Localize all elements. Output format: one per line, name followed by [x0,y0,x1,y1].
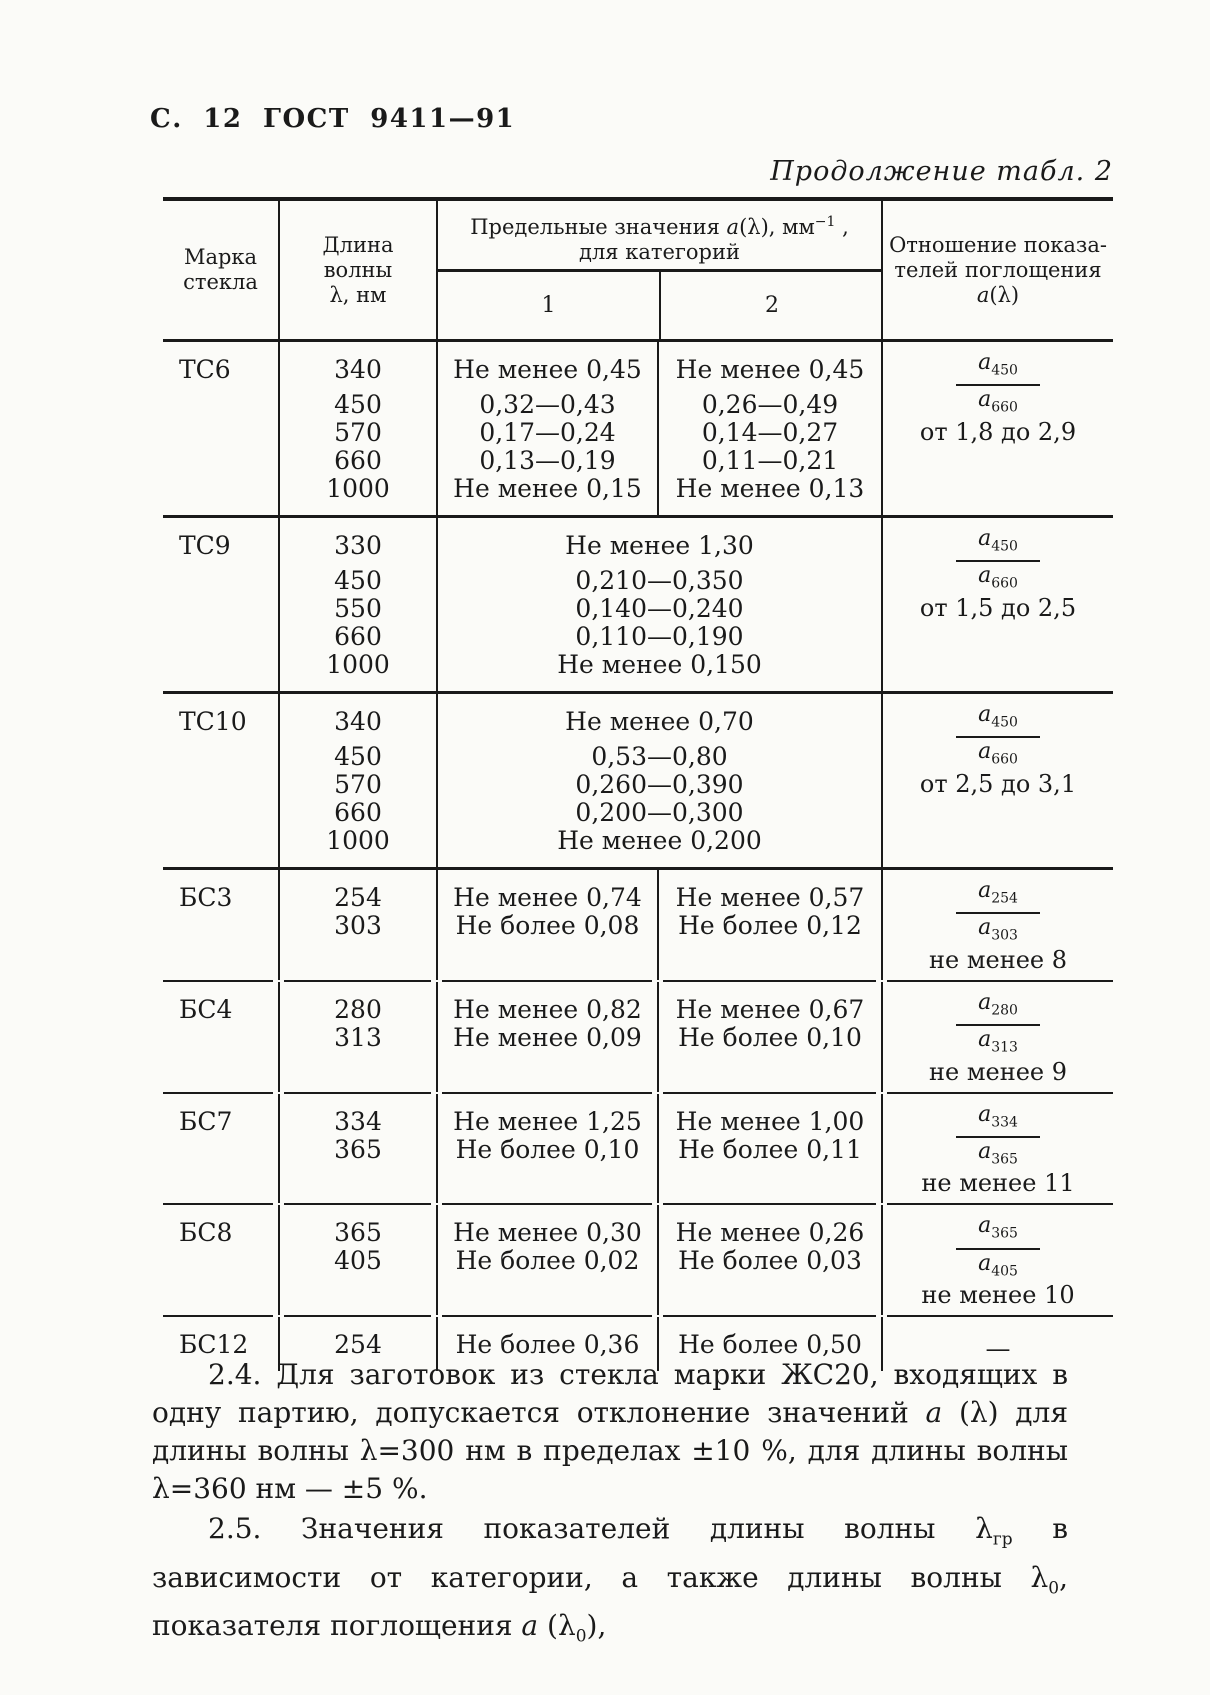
limit-value: Не более 0,08 [455,911,640,940]
limit-value: 0,14—0,27 [701,418,839,447]
absorption-symbol: a [978,350,992,375]
ratio-numerator [956,989,1040,1026]
table-row-group [163,694,1113,867]
ratio-cell [881,518,1113,691]
category-1-cell [436,870,657,980]
header-cell-ratio [881,201,1113,339]
ratio-numerator [956,880,1040,914]
header-text: волны [323,257,393,282]
ratio-numerator-subscript: 365 [991,1225,1018,1242]
table-row-group [163,518,1113,691]
wavelength-value: 254 [334,883,382,912]
wavelength-cell [278,870,436,980]
ratio-cell [881,1205,1113,1315]
data-table [163,197,1113,1371]
ratio-denominator [956,738,1040,770]
glass-mark-label: ТС9 [179,531,231,560]
limit-value: 0,11—0,21 [701,446,839,475]
ratio-numerator [956,704,1040,738]
header-cell-limits [436,201,881,339]
limit-value: 0,13—0,19 [479,446,616,475]
paragraph-text: 2.5. Значения показателей длины волны λ [208,1512,993,1545]
limit-value: Не более 0,12 [678,911,862,940]
paragraph-text: ), [586,1609,607,1643]
glass-mark-cell [163,694,278,867]
table-row-group [163,1205,1113,1315]
ratio-note: не менее 8 [929,945,1067,974]
category-merged-cell [436,518,881,691]
ratio-cell [881,870,1113,980]
limit-value: 0,210—0,350 [575,566,744,595]
ratio-denominator-subscript: 303 [991,927,1018,944]
ratio-denominator [956,1026,1040,1058]
ratio-note: не менее 10 [921,1281,1075,1310]
glass-mark-label: ТС6 [179,355,231,384]
category-merged-cell [436,694,881,867]
limits-title-line1 [438,210,881,240]
ratio-fraction [956,880,1040,947]
wavelength-value: 340 [334,707,382,736]
limit-value: Не менее 0,67 [675,994,865,1024]
paragraph-2-4 [152,1356,1068,1508]
category-2-cell [657,1094,881,1204]
paragraph-text: (λ [538,1609,576,1643]
ratio-cell [881,694,1113,867]
wavelength-value: 450 [334,742,382,771]
absorption-symbol: a [978,989,992,1015]
limit-value: Не более 0,36 [455,1330,640,1360]
limits-text: Предельные значения [470,214,727,239]
wavelength-value: 340 [334,355,382,384]
limit-value: 0,17—0,24 [479,418,616,447]
ratio-note: не менее 9 [929,1057,1067,1086]
wavelength-cell [278,1094,436,1204]
absorption-symbol: a [978,1101,992,1127]
ratio-denominator [956,562,1040,594]
ratio-fraction [956,989,1040,1059]
header-cell-wavelength [278,201,436,339]
paragraph-text: , показателя поглощения [152,1560,1068,1643]
limit-value: Не более 0,03 [678,1246,862,1276]
ratio-numerator-subscript: 450 [991,538,1018,555]
limit-value: Не менее 0,82 [453,994,642,1024]
wavelength-value: 303 [334,911,382,940]
ratio-denominator-subscript: 660 [991,751,1018,768]
absorption-symbol: a [978,387,992,413]
limit-value: Не менее 0,26 [675,1218,865,1248]
wavelength-value: 450 [334,390,382,419]
glass-mark-cell [163,1094,278,1204]
wavelength-cell [278,1205,436,1315]
ratio-cell [881,342,1113,515]
paragraph-text: в зависимости от категории, а также длины волны λ [152,1512,1068,1594]
paragraph-text: 0 [1048,1578,1060,1599]
glass-mark-label: БС12 [179,1330,249,1360]
limit-value: Не менее 0,57 [675,883,865,912]
wavelength-cell [278,342,436,515]
header-cell-glass-mark [163,201,278,339]
paragraph-2-5 [152,1510,1068,1656]
limit-value: Не более 0,10 [678,1022,862,1052]
wavelength-value: 450 [334,566,382,595]
paragraph-text: 2.4. Для заготовок из стекла марки ЖС20, входящих в одну партию, допускается отклонение значений [152,1358,1068,1429]
limit-value: 0,200—0,300 [575,798,744,827]
ratio-note: от 1,5 до 2,5 [919,593,1077,622]
wavelength-value: 254 [334,1330,382,1360]
paragraph-text: 0 [575,1626,587,1647]
limit-value: Не менее 0,45 [453,355,642,384]
table-row-group [163,342,1113,515]
glass-mark-cell [163,870,278,980]
category-2-cell [657,870,881,980]
header-text: стекла [183,270,258,294]
table-row-group [163,1094,1113,1204]
ratio-denominator-subscript: 365 [991,1151,1018,1168]
wavelength-value: 570 [334,770,382,799]
limit-value: 0,140—0,240 [575,594,744,623]
ratio-fraction [956,1215,1040,1282]
limit-value: Не менее 0,150 [557,650,762,679]
wavelength-value: 1000 [326,826,390,855]
table-body [163,342,1113,1371]
paragraphs [152,1356,1068,1656]
glass-mark-cell [163,518,278,691]
ratio-cell [881,1094,1113,1204]
absorption-symbol: a [978,526,992,551]
wavelength-cell [278,982,436,1092]
limits-title-line2: для категорий [579,239,740,264]
wavelength-value: 570 [334,418,382,447]
category-1-cell [436,1205,657,1315]
category-1-cell [436,1094,657,1204]
glass-mark-cell [163,982,278,1092]
category-subheader [438,272,881,339]
header-text: Отношение показа- [889,232,1107,257]
ratio-note: от 1,8 до 2,9 [919,417,1077,446]
limit-value: 0,26—0,49 [701,390,839,419]
wavelength-cell [278,518,436,691]
limits-text: , [835,214,849,239]
ratio-note: не менее 11 [921,1169,1075,1198]
ratio-numerator [956,1101,1040,1138]
absorption-symbol: a [978,1138,992,1164]
limit-value: Не менее 0,45 [675,355,865,384]
glass-mark-label: БС3 [179,883,233,912]
wavelength-value: 280 [334,994,382,1024]
wavelength-value: 550 [334,594,382,623]
ratio-fraction [956,1101,1040,1171]
category-2-cell [657,1205,881,1315]
limit-value: Не менее 0,74 [453,883,642,912]
ratio-numerator [956,352,1040,386]
glass-mark-label: БС4 [179,994,233,1024]
limits-exponent: −1 [814,213,836,230]
limit-value: 0,53—0,80 [591,742,728,771]
limit-value: Не менее 0,09 [453,1022,642,1052]
wavelength-value: 660 [334,622,382,651]
category-1-cell [436,342,657,515]
limit-value: Не менее 1,25 [453,1106,642,1136]
limits-title [438,201,881,272]
ratio-fraction [956,352,1040,419]
header-text: Длина [322,232,394,257]
limits-text: (λ), мм [739,214,815,239]
ratio-denominator-subscript: 405 [991,1263,1018,1280]
wavelength-cell [278,694,436,867]
category-2-cell [657,342,881,515]
wavelength-value: 660 [334,798,382,827]
wavelength-value: 365 [334,1218,382,1248]
wavelength-value: 313 [334,1022,382,1052]
wavelength-value: 1000 [326,474,390,503]
limit-value: Не менее 0,13 [675,474,865,503]
ratio-numerator [956,528,1040,562]
limit-value: 0,32—0,43 [479,390,616,419]
limit-value: Не менее 1,30 [565,531,754,560]
paragraph-text: (λ) для длины волны λ=300 нм в пределах ±10 %, для длины волны λ=360 нм — ±5 %. [152,1396,1068,1505]
ratio-denominator [956,1250,1040,1282]
absorption-symbol: a [978,563,992,589]
wavelength-value: 365 [334,1134,382,1164]
ratio-denominator-subscript: 660 [991,575,1018,592]
category-1-cell [436,982,657,1092]
limit-value: 0,110—0,190 [575,622,744,651]
header-text: Марка [183,245,258,269]
ratio-denominator [956,1138,1040,1170]
absorption-symbol: a [978,878,992,903]
glass-mark-label: ТС10 [179,707,247,736]
limit-value: Не менее 0,30 [453,1218,642,1248]
ratio-fraction [956,704,1040,771]
limit-value: Не менее 0,15 [453,474,642,503]
wavelength-value: 334 [334,1106,382,1136]
ratio-denominator [956,386,1040,418]
limit-value: Не более 0,02 [455,1246,640,1276]
limit-value: Не менее 0,200 [557,826,762,855]
limit-value: Не менее 1,00 [675,1106,865,1136]
no-ratio-dash: — [985,1334,1011,1364]
absorption-symbol: a [978,1213,992,1239]
absorption-symbol: a [978,739,992,765]
category-2-cell [657,982,881,1092]
header-text: телей поглощения [894,257,1102,282]
wavelength-value: 405 [334,1246,382,1276]
ratio-denominator-subscript: 313 [991,1039,1018,1056]
ratio-note: от 2,5 до 3,1 [919,769,1077,798]
page-header: С. 12 ГОСТ 9411—91 [150,104,516,134]
header-text: (λ) [989,282,1020,307]
ratio-numerator-subscript: 280 [991,1002,1018,1019]
limit-value: Не более 0,11 [678,1134,862,1164]
limit-value: Не более 0,10 [455,1134,640,1164]
glass-mark-label: БС7 [179,1106,233,1136]
table-row-group [163,982,1113,1092]
limit-value: 0,260—0,390 [575,770,744,799]
header-ratio-symbol [883,283,1113,308]
ratio-denominator-subscript: 660 [991,399,1018,416]
paragraph-text: гр [992,1529,1013,1550]
header-category-2: 2 [659,272,883,339]
glass-mark-label: БС8 [179,1218,233,1248]
absorption-symbol: a [978,915,992,941]
ratio-numerator-subscript: 254 [991,890,1018,907]
glass-mark-cell [163,1205,278,1315]
table-header [163,197,1113,342]
limit-value: Не более 0,50 [678,1330,862,1360]
ratio-denominator [956,914,1040,946]
absorption-symbol: a [978,1250,992,1276]
table-caption: Продолжение табл. 2 [770,156,1113,187]
absorption-symbol: a [978,1027,992,1053]
ratio-numerator-subscript: 450 [991,714,1018,731]
paragraph-text: a [521,1609,539,1643]
wavelength-value: 660 [334,446,382,475]
absorption-symbol: a [976,282,990,307]
paragraph-text: a [925,1396,943,1429]
ratio-numerator-subscript: 450 [991,362,1018,379]
ratio-numerator [956,1215,1040,1249]
ratio-fraction [956,528,1040,595]
ratio-numerator-subscript: 334 [991,1113,1018,1130]
absorption-symbol: a [978,702,992,727]
header-text: λ, нм [329,282,387,307]
header-category-1: 1 [541,293,556,318]
limit-value: Не менее 0,70 [565,707,754,736]
glass-mark-cell [163,342,278,515]
wavelength-value: 330 [334,531,382,560]
table-row-group [163,870,1113,980]
ratio-cell [881,982,1113,1092]
wavelength-value: 1000 [326,650,390,679]
absorption-symbol: a [726,214,740,239]
